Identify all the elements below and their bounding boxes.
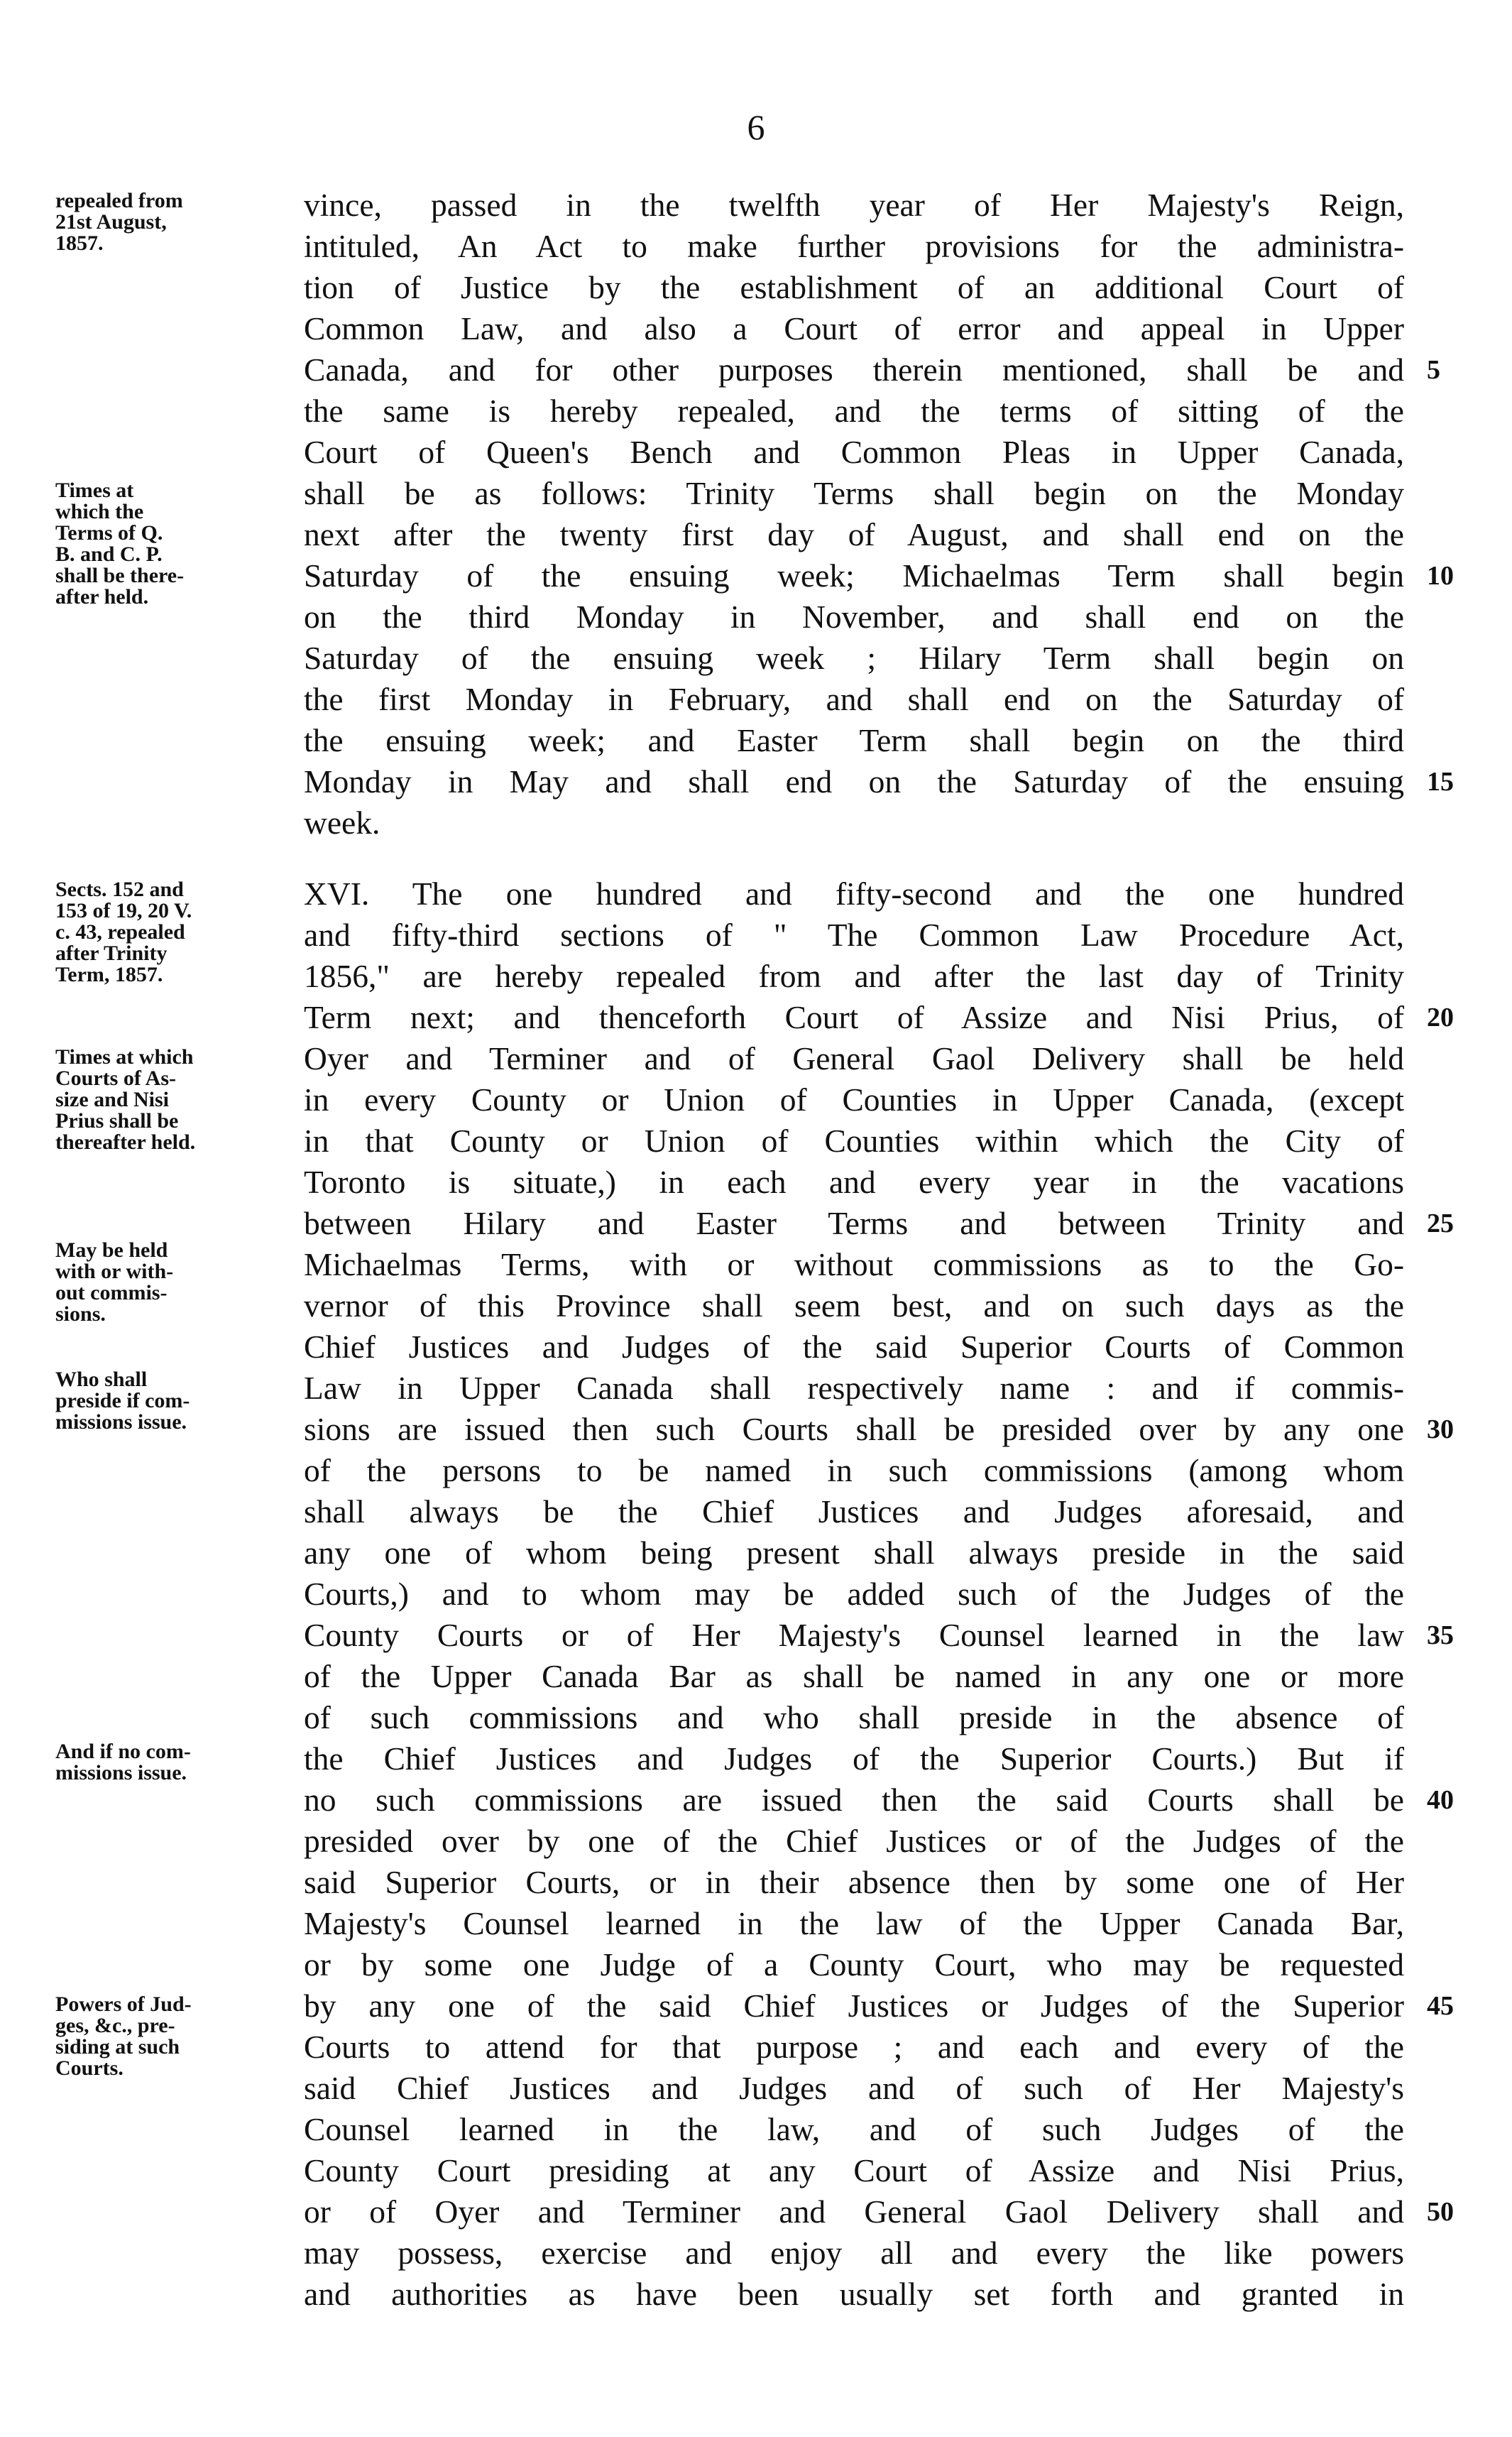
margin-note-line: which the <box>55 500 144 523</box>
line-number: 15 <box>1427 767 1454 797</box>
text-line: of such commissions and who shall preside in the absence of <box>304 1699 1404 1735</box>
margin-note <box>55 1047 290 1153</box>
text-line: Saturday of the ensuing week ; Hilary Term shall begin on <box>304 640 1404 676</box>
text-line: between Hilary and Easter Terms and between Trinity and <box>304 1205 1404 1241</box>
margin-note <box>55 1369 290 1433</box>
margin-note <box>55 1240 290 1325</box>
text-line: or of Oyer and Terminer and General Gaol Delivery shall and <box>304 2193 1404 2230</box>
margin-note-line: Powers of Jud- <box>55 1992 192 2016</box>
margin-note-line: ges, &c., pre- <box>55 2014 175 2037</box>
text-line: on the third Monday in November, and shall end on the <box>304 599 1404 635</box>
text-line: said Superior Courts, or in their absence then by some one of Her <box>304 1864 1404 1900</box>
margin-note-line: Times at which <box>55 1045 194 1069</box>
margin-note-line: Courts. <box>55 2056 124 2080</box>
margin-note-line: B. and C. P. <box>55 543 163 566</box>
line-number: 25 <box>1427 1209 1454 1238</box>
text-line: next after the twenty first day of August, and shall end on the <box>304 516 1404 552</box>
text-line: Michaelmas Terms, with or without commissions as to the Go- <box>304 1246 1404 1282</box>
margin-note-line: Terms of Q. <box>55 521 163 545</box>
line-number: 10 <box>1427 561 1454 591</box>
margin-note-line: 1857. <box>55 231 104 255</box>
text-line: of the Upper Canada Bar as shall be named in any one or more <box>304 1658 1404 1694</box>
margin-note-line: missions issue. <box>55 1761 187 1784</box>
line-number: 45 <box>1427 1991 1454 2021</box>
text-line: of the persons to be named in such commissions (among whom <box>304 1452 1404 1488</box>
text-line: Courts,) and to whom may be added such of the Judges of the <box>304 1576 1404 1612</box>
text-line: Saturday of the ensuing week; Michaelmas Term shall begin <box>304 557 1404 594</box>
margin-note-line: Sects. 152 and <box>55 878 184 901</box>
text-line: Oyer and Terminer and of General Gaol Delivery shall be held <box>304 1040 1404 1076</box>
margin-note-line: 21st August, <box>55 210 167 234</box>
text-line: Monday in May and shall end on the Saturday of the ensuing <box>304 763 1404 800</box>
text-line: any one of whom being present shall always preside in the said <box>304 1534 1404 1571</box>
text-line: the ensuing week; and Easter Term shall begin on the third <box>304 722 1404 758</box>
margin-note-line: shall be there- <box>55 564 185 587</box>
text-line: said Chief Justices and Judges and of such of Her Majesty's <box>304 2070 1404 2106</box>
text-line: intituled, An Act to make further provisions for the administra- <box>304 228 1404 264</box>
text-line: or by some one Judge of a County Court, who may be requested <box>304 1946 1404 1983</box>
text-line: the Chief Justices and Judges of the Superior Courts.) But if <box>304 1740 1404 1777</box>
margin-note-line: c. 43, repealed <box>55 920 185 944</box>
margin-note-line: And if no com- <box>55 1740 191 1763</box>
margin-note-line: thereafter held. <box>55 1130 196 1154</box>
margin-note-line: sions. <box>55 1302 106 1326</box>
margin-note-line: Prius shall be <box>55 1109 179 1133</box>
margin-note <box>55 1994 290 2079</box>
text-line: Common Law, and also a Court of error and appeal in Upper <box>304 310 1404 347</box>
text-line: County Courts or of Her Majesty's Counsel learned in the law <box>304 1617 1404 1653</box>
line-number: 40 <box>1427 1785 1454 1815</box>
margin-note <box>55 190 290 254</box>
margin-note-line: out commis- <box>55 1281 168 1304</box>
text-line: in every County or Union of Counties in Upper Canada, (except <box>304 1081 1404 1118</box>
margin-note-line: Times at <box>55 479 134 502</box>
margin-note-line: after held. <box>55 585 149 609</box>
margin-note-line: Courts of As- <box>55 1067 176 1090</box>
line-number: 35 <box>1427 1620 1454 1650</box>
text-line: the first Monday in February, and shall end on the Saturday of <box>304 681 1404 717</box>
margin-note-line: Who shall <box>55 1368 148 1391</box>
text-line: presided over by one of the Chief Justices or of the Judges of the <box>304 1823 1404 1859</box>
margin-note <box>55 879 290 986</box>
margin-note-line: preside if com- <box>55 1389 190 1412</box>
margin-note-line: size and Nisi <box>55 1088 170 1111</box>
text-line: by any one of the said Chief Justices or Judges of the Superior <box>304 1988 1404 2024</box>
margin-note-line: with or with- <box>55 1260 174 1283</box>
line-number: 30 <box>1427 1414 1454 1444</box>
line-number: 20 <box>1427 1003 1454 1032</box>
text-line: Toronto is situate,) in each and every year in the vacations <box>304 1164 1404 1200</box>
text-line: Majesty's Counsel learned in the law of the Upper Canada Bar, <box>304 1905 1404 1941</box>
text-line: Counsel learned in the law, and of such Judges of the <box>304 2111 1404 2147</box>
text-line: XVI. The one hundred and fifty-second and the one hundred <box>304 876 1404 912</box>
text-line: tion of Justice by the establishment of an additional Court of <box>304 269 1404 305</box>
text-line: Chief Justices and Judges of the said Superior Courts of Common <box>304 1329 1404 1365</box>
margin-note-line: after Trinity <box>55 942 168 965</box>
margin-note-line: repealed from <box>55 189 183 212</box>
text-line: County Court presiding at any Court of Assize and Nisi Prius, <box>304 2152 1404 2188</box>
text-line: sions are issued then such Courts shall be presided over by any one <box>304 1411 1404 1447</box>
text-line: Canada, and for other purposes therein mentioned, shall be and <box>304 351 1404 388</box>
text-line: week. <box>304 805 380 841</box>
text-line: Court of Queen's Bench and Common Pleas in Upper Canada, <box>304 434 1404 470</box>
margin-note-line: 153 of 19, 20 V. <box>55 899 192 922</box>
text-line: vince, passed in the twelfth year of Her Majesty's Reign, <box>304 187 1404 223</box>
text-line: shall be as follows: Trinity Terms shall begin on the Monday <box>304 475 1404 511</box>
text-line: Law in Upper Canada shall respectively name : and if commis- <box>304 1370 1404 1406</box>
text-line: Term next; and thenceforth Court of Assize and Nisi Prius, of <box>304 999 1404 1035</box>
text-line: no such commissions are issued then the said Courts shall be <box>304 1782 1404 1818</box>
text-line: may possess, exercise and enjoy all and every the like powers <box>304 2235 1404 2271</box>
text-line: 1856," are hereby repealed from and after the last day of Trinity <box>304 958 1404 994</box>
text-line: Courts to attend for that purpose ; and each and every of the <box>304 2029 1404 2065</box>
margin-note-line: missions issue. <box>55 1410 187 1434</box>
text-line: and fifty-third sections of " The Common Law Procedure Act, <box>304 917 1404 953</box>
text-line: and authorities as have been usually set forth and granted in <box>304 2276 1404 2312</box>
margin-note <box>55 1741 290 1784</box>
text-line: vernor of this Province shall seem best, and on such days as the <box>304 1287 1404 1324</box>
margin-note-line: May be held <box>55 1238 168 1262</box>
line-number: 50 <box>1427 2197 1454 2227</box>
text-line: shall always be the Chief Justices and Judges aforesaid, and <box>304 1493 1404 1530</box>
page-number: 6 <box>747 107 765 147</box>
margin-note-line: Term, 1857. <box>55 963 163 986</box>
line-number: 5 <box>1427 355 1440 385</box>
margin-note-line: siding at such <box>55 2035 180 2059</box>
margin-note <box>55 480 290 608</box>
text-line: the same is hereby repealed, and the terms of sitting of the <box>304 393 1404 429</box>
text-line: in that County or Union of Counties within which the City of <box>304 1123 1404 1159</box>
